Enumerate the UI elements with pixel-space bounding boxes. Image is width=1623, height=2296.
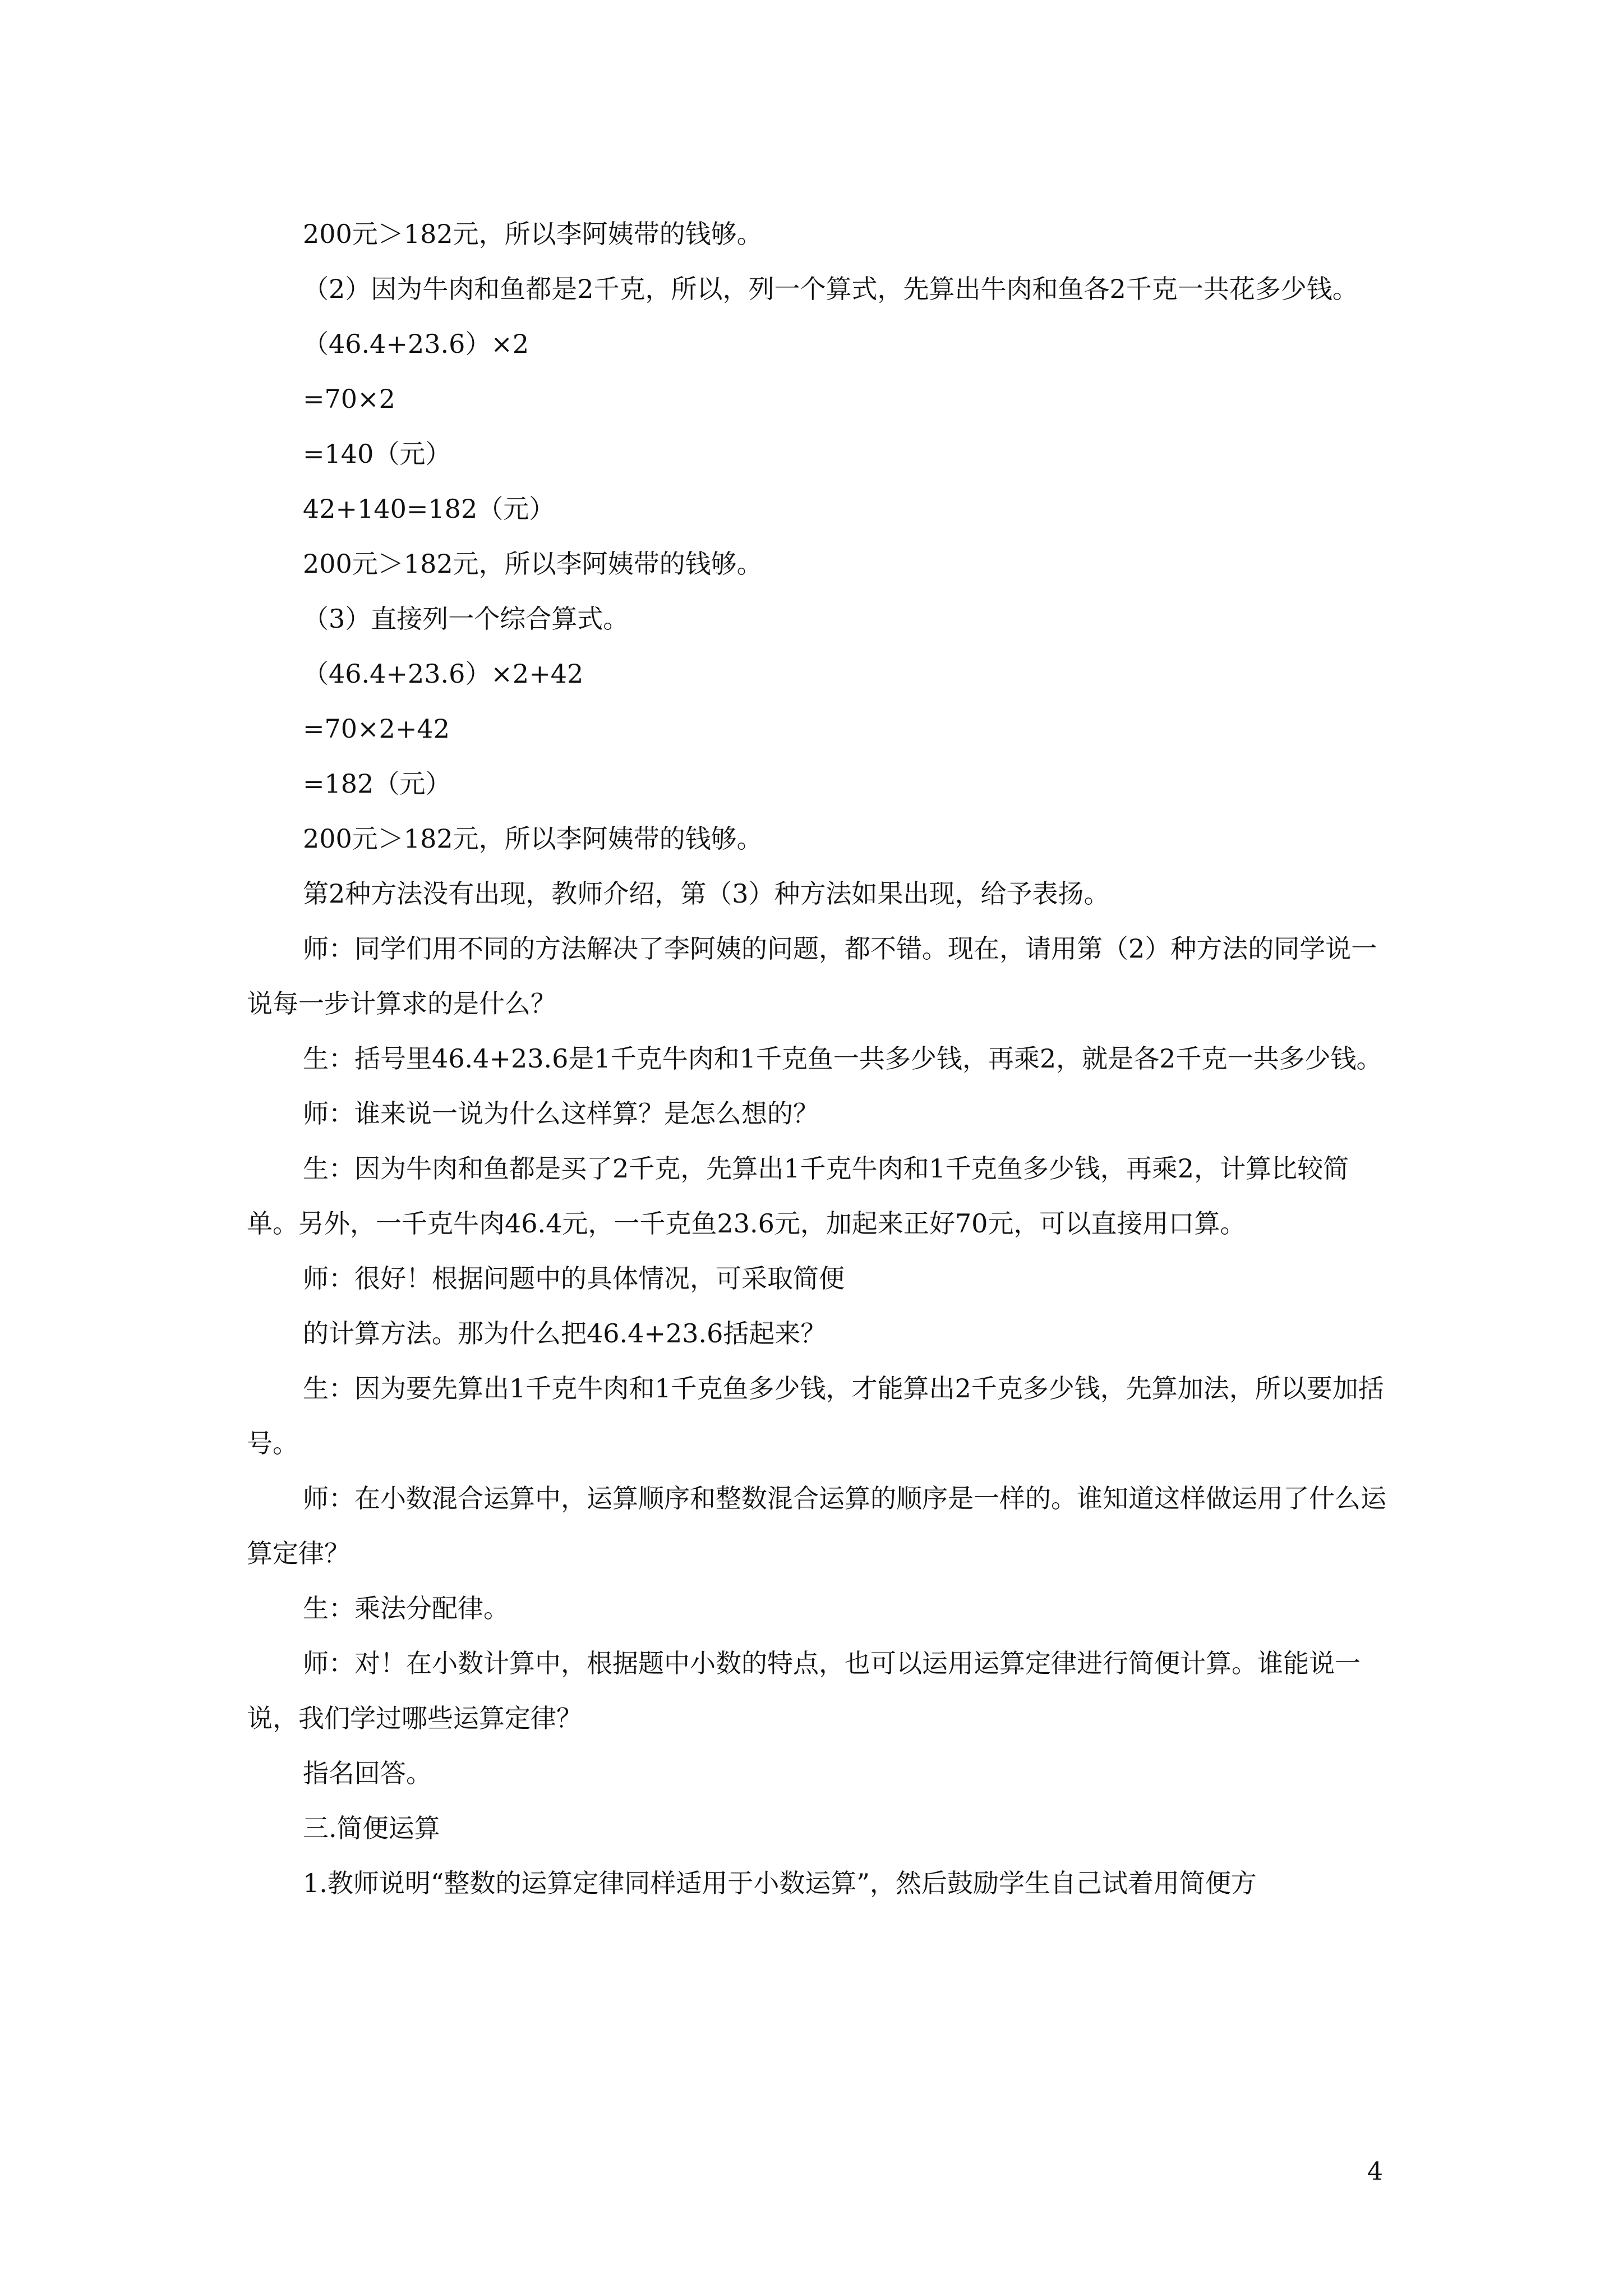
page-number: 4: [1367, 2157, 1383, 2186]
paragraph: 师：对！在小数计算中，根据题中小数的特点，也可以运用运算定律进行简便计算。谁能说一说，我们学过哪些运算定律？: [247, 1648, 1361, 1733]
paragraph: （2）因为牛肉和鱼都是2千克，所以，列一个算式，先算出牛肉和鱼各2千克一共花多少钱。: [303, 274, 1358, 304]
document-body: [247, 206, 1391, 1911]
paragraph: 师：在小数混合运算中，运算顺序和整数混合运算的顺序是一样的。谁知道这样做运用了什么运算定律？: [247, 1483, 1386, 1568]
paragraph: 师：同学们用不同的方法解决了李阿姨的问题，都不错。现在，请用第（2）种方法的同学说一说每一步计算求的是什么？: [247, 933, 1377, 1019]
section-heading: 三.简便运算: [303, 1813, 440, 1843]
paragraph: 生：括号里46.4+23.6是1千克牛肉和1千克鱼一共多少钱，再乘2，就是各2千克一共多少钱。: [303, 1043, 1382, 1074]
paragraph: （46.4+23.6）×2+42: [303, 659, 584, 689]
paragraph: 指名回答。: [303, 1758, 432, 1788]
paragraph: 生：因为要先算出1千克牛肉和1千克鱼多少钱，才能算出2千克多少钱，先算加法，所以要加括号。: [247, 1373, 1384, 1458]
paragraph: 200元＞182元，所以李阿姨带的钱够。: [303, 823, 763, 854]
paragraph: 师：很好！根据问题中的具体情况，可采取简便: [303, 1263, 845, 1294]
paragraph: =182（元）: [303, 769, 451, 799]
paragraph: =70×2: [303, 384, 395, 414]
paragraph: =70×2+42: [303, 714, 450, 744]
paragraph: （3）直接列一个综合算式。: [303, 604, 629, 634]
paragraph: 200元＞182元，所以李阿姨带的钱够。: [303, 549, 763, 579]
paragraph: 42+140=182（元）: [303, 494, 555, 524]
paragraph: 第2种方法没有出现，教师介绍，第（3）种方法如果出现，给予表扬。: [303, 878, 1110, 909]
paragraph: =140（元）: [303, 439, 451, 469]
paragraph: （46.4+23.6）×2: [303, 329, 529, 359]
paragraph: 的计算方法。那为什么把46.4+23.6括起来？: [303, 1318, 827, 1349]
paragraph: 生：乘法分配律。: [303, 1593, 509, 1623]
paragraph: 200元＞182元，所以李阿姨带的钱够。: [303, 219, 763, 249]
paragraph: 师：谁来说一说为什么这样算？是怎么想的？: [303, 1098, 819, 1129]
paragraph: 1.教师说明“整数的运算定律同样适用于小数运算”，然后鼓励学生自己试着用简便方: [303, 1868, 1257, 1898]
paragraph: 生：因为牛肉和鱼都是买了2千克，先算出1千克牛肉和1千克鱼多少钱，再乘2，计算比较简单。另外，一千克牛肉46.4元，一千克鱼23.6元，加起来正好70元，可以直接用口算。: [247, 1153, 1349, 1239]
